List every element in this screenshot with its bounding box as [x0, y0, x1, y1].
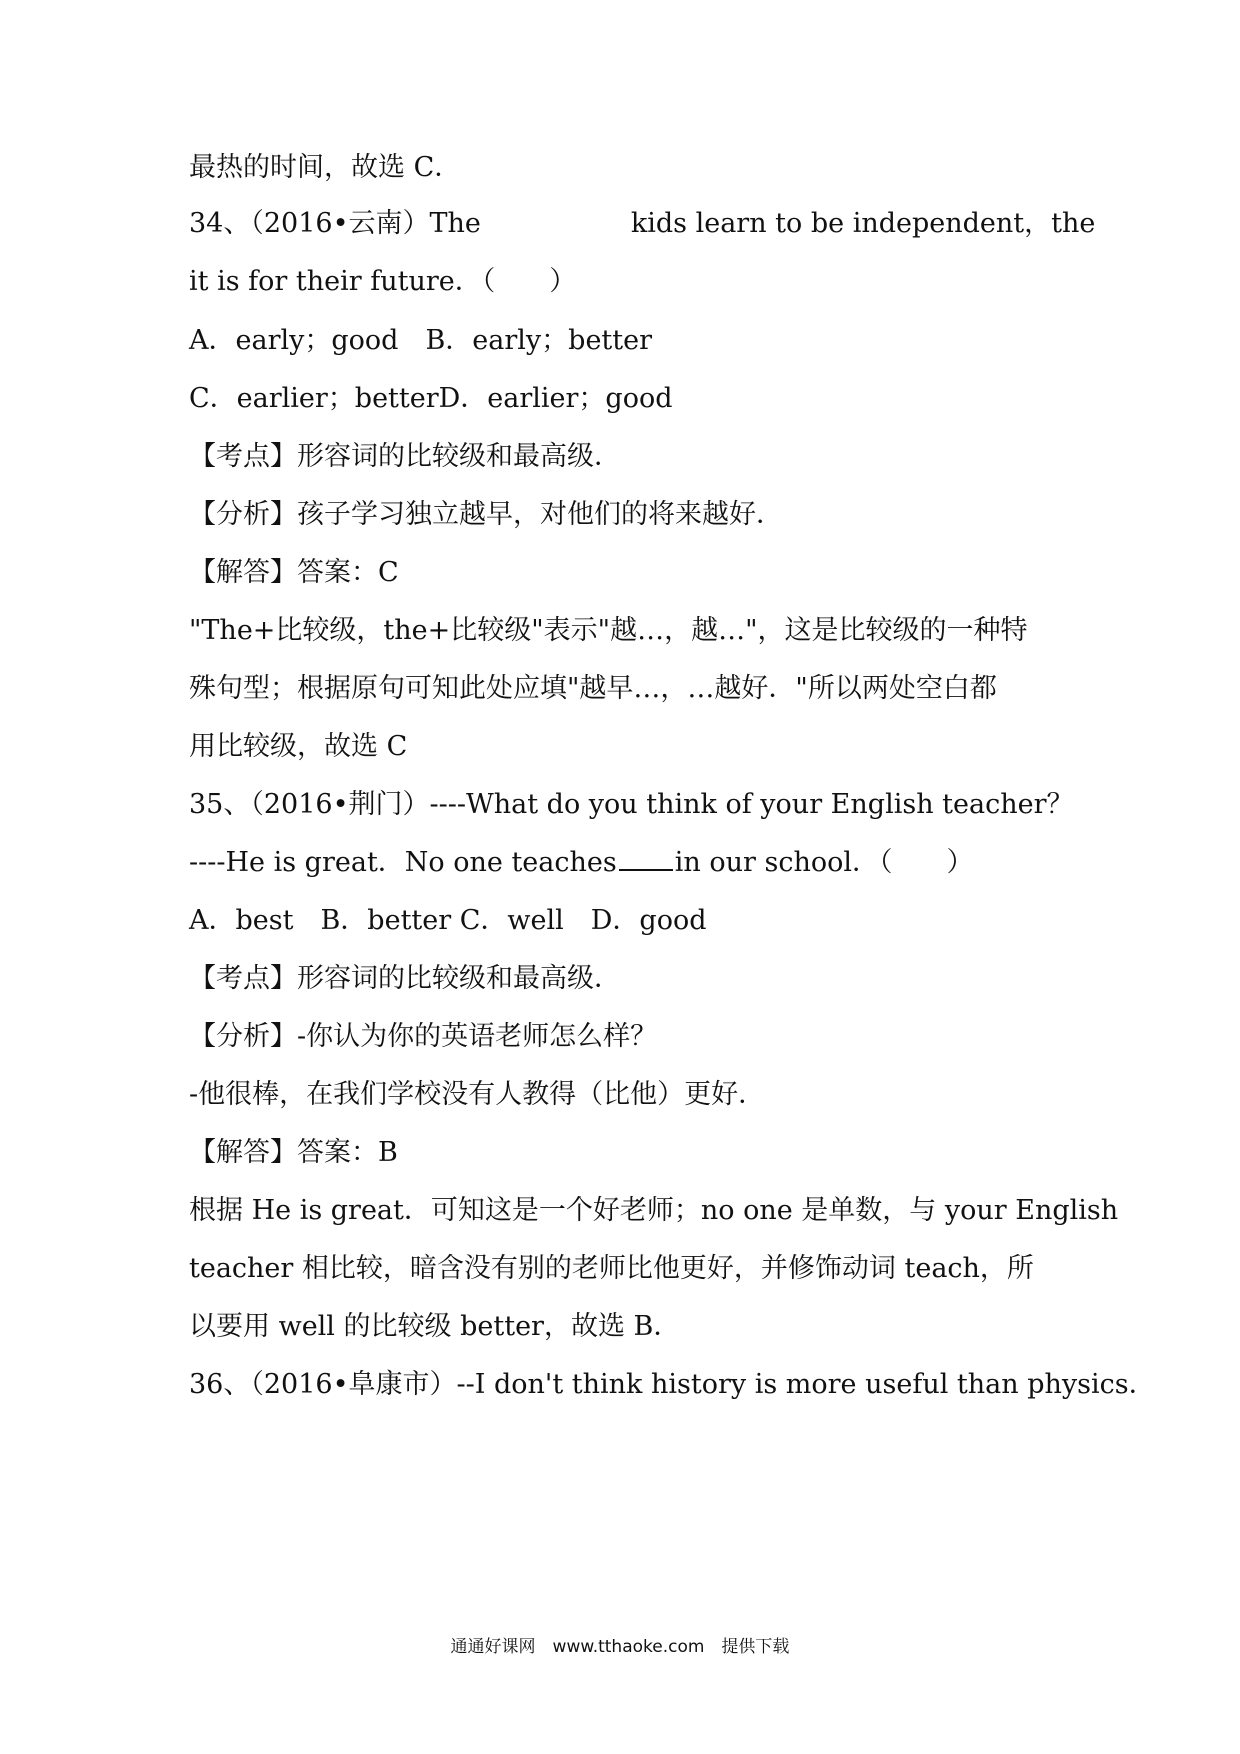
question-35-explanation: teacher 相比较，暗含没有别的老师比他更好，并修饰动词 teach，所 — [189, 1253, 1034, 1284]
text-line: 最热的时间，故选 C． — [189, 152, 462, 183]
question-34-knowledge-point: 【考点】形容词的比较级和最高级． — [189, 441, 621, 472]
question-35-prefix: ----He is great．No one teaches — [189, 847, 617, 878]
question-34-analysis: 【分析】孩子学习独立越早，对他们的将来越好． — [189, 499, 783, 530]
question-35-knowledge-point: 【考点】形容词的比较级和最高级． — [189, 963, 621, 994]
question-36-stem: 36、（2016•阜康市）--I don't think history is more useful than physics． — [189, 1369, 1156, 1400]
page-footer: 通通好课网 www.tthaoke.com 提供下载 — [450, 1637, 790, 1657]
question-34-stem — [189, 206, 1096, 242]
question-35-analysis: -他很棒，在我们学校没有人教得（比他）更好． — [189, 1079, 766, 1110]
question-34-explanation: "The+比较级，the+比较级"表示"越…，越…"，这是比较级的一种特 — [189, 615, 1028, 646]
question-35-stem-cont — [189, 845, 1055, 881]
question-35-explanation: 根据 He is great．可知这是一个好老师；no one 是单数，与 your English — [189, 1195, 1119, 1226]
question-35-suffix: in our school．（ ） — [674, 847, 974, 878]
question-34-options-ab: A．early；good B．early；better — [189, 325, 653, 356]
question-34-explanation: 用比较级，故选 C — [189, 731, 408, 762]
question-34-mid: kids learn to be independent，the — [630, 208, 1096, 239]
question-34-prefix: 34、（2016•云南）The — [189, 208, 481, 239]
question-34-answer: 【解答】答案：C — [189, 557, 399, 588]
question-35-stem: 35、（2016•荆门）----What do you think of your English teacher？ — [189, 789, 1074, 820]
question-35-options: A．best B．better C．well D．good — [189, 905, 707, 936]
question-34-explanation: 殊句型；根据原句可知此处应填"越早…，…越好．"所以两处空白都 — [189, 673, 997, 704]
question-35-answer: 【解答】答案：B — [189, 1137, 398, 1168]
question-34-stem-cont: it is for their future．（ ） — [189, 266, 577, 297]
answer-blank — [619, 845, 673, 871]
question-35-explanation: 以要用 well 的比较级 better，故选 B． — [189, 1311, 681, 1342]
question-35-analysis: 【分析】-你认为你的英语老师怎么样？ — [189, 1021, 658, 1052]
question-34-options-cd: C．earlier；betterD．earlier；good — [189, 383, 673, 414]
